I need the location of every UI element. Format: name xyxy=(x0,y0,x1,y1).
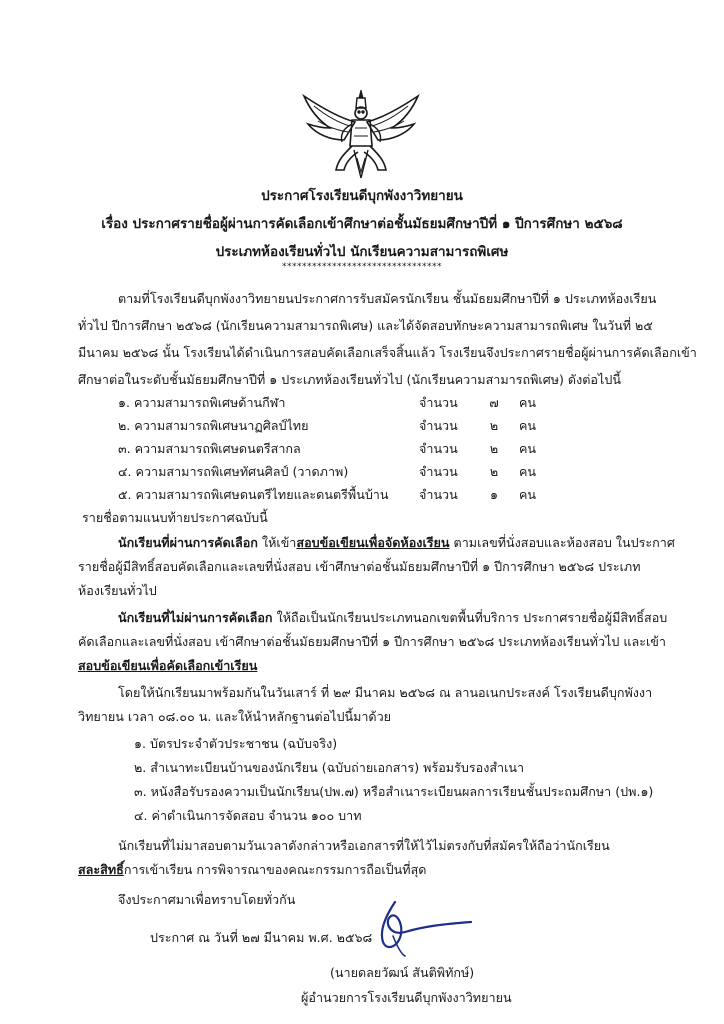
attachment-note: รายชื่อตามแนบท้ายประกาศฉบับนี้ xyxy=(82,510,268,525)
passed-line-2: รายชื่อผู้มีสิทธิ์สอบคัดเลือกและเลขที่นั่งสอบ เข้าศึกษาต่อชั้นมัธยมศึกษาปีที่ ๑ ปีการศึกษา ๒๕๖๘ ประเภท xyxy=(78,559,641,574)
intro-line-4: ศึกษาต่อในระดับชั้นมัธยมศึกษาปีที่ ๑ ประเภทห้องเรียนทั่วไป (นักเรียนความสามารถพิเศษ) ดังต่อไปนี้ xyxy=(78,372,621,387)
passed-line-1 xyxy=(118,532,675,554)
written-exam-label: สอบข้อเขียนเพื่อจัดห้องเรียน xyxy=(296,535,450,550)
header-subject: เรื่อง ประกาศรายชื่อผู้ผ่านการคัดเลือกเข้าศึกษาต่อชั้นมัธยมศึกษาปีที่ ๑ ปีการศึกษา ๒๕๖๘ xyxy=(101,216,623,232)
count-label: จำนวน xyxy=(419,441,458,456)
signer-position: ผู้อำนวยการโรงเรียนดีบุกพังงาวิทยายน xyxy=(301,990,512,1005)
forfeit-label: สละสิทธิ์ xyxy=(78,862,124,877)
passed-text-rest: ตามเลขที่นั่งสอบและห้องสอบ ในประกาศ xyxy=(449,535,675,550)
count-unit: คน xyxy=(519,441,537,456)
signer-name: (นายดลยวัฒน์ สันติพิทักษ์) xyxy=(330,965,475,980)
count-value: ๑ xyxy=(490,487,498,502)
category-label: ๔. ความสามารถพิเศษทัศนศิลป์ (วาดภาพ) xyxy=(118,464,349,479)
requirement-item: ๓. หนังสือรับรองความเป็นนักเรียน(ปพ.๗) หรือสำเนาระเบียนผลการเรียนชั้นประถมศึกษา (ปพ.๑) xyxy=(134,784,654,799)
count-unit: คน xyxy=(519,418,537,433)
category-label: ๑. ความสามารถพิเศษด้านกีฬา xyxy=(118,395,286,410)
not-passed-line-1 xyxy=(118,607,667,629)
category-label: ๒. ความสามารถพิเศษนาฏศิลป์ไทย xyxy=(118,418,309,433)
requirement-item: ๒. สำเนาทะเบียนบ้านของนักเรียน (ฉบับถ่ายเอกสาร) พร้อมรับรองสำเนา xyxy=(134,760,525,775)
warning-line-1: นักเรียนที่ไม่มาสอบตามวันเวลาดังกล่าวหรือเอกสารที่ให้ไว้ไม่ตรงกับที่สมัครให้ถือว่านักเรียน xyxy=(118,838,610,853)
passed-text: ให้เข้า xyxy=(257,535,297,550)
not-passed-line-2: คัดเลือกและเลขที่นั่งสอบ เข้าศึกษาต่อชั้นมัธยมศึกษาปีที่ ๑ ปีการศึกษา ๒๕๖๘ ประเภทห้องเรียนทั่วไป และเข้า xyxy=(78,634,666,649)
intro-line-1: ตามที่โรงเรียนดีบุกพังงาวิทยายนประกาศการรับสมัครนักเรียน ชั้นมัธยมศึกษาปีที่ ๑ ประเภทห้องเรียน xyxy=(118,291,657,306)
warning-text: การเข้าเรียน การพิจารณาของคณะกรรมการถือเป็นที่สุด xyxy=(123,862,427,877)
header-divider: ******************************** xyxy=(282,262,442,272)
closing-line: จึงประกาศมาเพื่อทราบโดยทั่วกัน xyxy=(118,892,296,907)
header-line-1: ประกาศโรงเรียนดีบุกพังงาวิทยายน xyxy=(261,188,463,204)
count-unit: คน xyxy=(519,464,537,479)
count-value: ๒ xyxy=(489,418,499,433)
not-passed-text: ให้ถือเป็นนักเรียนประเภทนอกเขตพื้นที่บริการ ประกาศรายชื่อผู้มีสิทธิ์สอบ xyxy=(272,610,668,625)
count-value: ๗ xyxy=(489,395,499,410)
passed-line-3: ห้องเรียนทั่วไป xyxy=(78,583,157,598)
count-unit: คน xyxy=(519,395,537,410)
announcement-date: ประกาศ ณ วันที่ ๒๗ มีนาคม พ.ศ. ๒๕๖๘ xyxy=(150,930,373,945)
count-label: จำนวน xyxy=(419,487,458,502)
category-label: ๓. ความสามารถพิเศษดนตรีสากล xyxy=(118,441,301,456)
passed-heading: นักเรียนที่ผ่านการคัดเลือก xyxy=(118,535,258,550)
requirement-item: ๑. บัตรประจำตัวประชาชน (ฉบับจริง) xyxy=(134,736,338,751)
intro-line-3: มีนาคม ๒๕๖๘ นั้น โรงเรียนได้ดำเนินการสอบคัดเลือกเสร็จสิ้นแล้ว โรงเรียนจึงประกาศรายชื่อผู้ผ่านการคัดเลือกเข้า xyxy=(78,345,697,360)
garuda-emblem-icon xyxy=(300,88,422,180)
count-unit: คน xyxy=(519,487,537,502)
not-passed-line-3: สอบข้อเขียนเพื่อคัดเลือกเข้าเรียน xyxy=(78,658,258,673)
count-label: จำนวน xyxy=(419,395,458,410)
count-value: ๒ xyxy=(489,464,499,479)
warning-line-2 xyxy=(78,859,426,881)
meeting-line-1: โดยให้นักเรียนมาพร้อมกันในวันเสาร์ ที่ ๒๙ มีนาคม ๒๕๖๘ ณ ลานอเนกประสงค์ โรงเรียนดีบุกพังงา xyxy=(118,685,653,700)
requirement-item: ๔. ค่าดำเนินการจัดสอบ จำนวน ๑๐๐ บาท xyxy=(134,808,362,823)
count-label: จำนวน xyxy=(419,418,458,433)
handwritten-signature-icon xyxy=(365,896,475,958)
meeting-line-2: วิทยายน เวลา ๐๘.๐๐ น. และให้นำหลักฐานต่อไปนี้มาด้วย xyxy=(78,709,392,724)
category-label: ๕. ความสามารถพิเศษดนตรีไทยและดนตรีพื้นบ้าน xyxy=(118,487,389,502)
count-value: ๒ xyxy=(489,441,499,456)
not-passed-heading: นักเรียนที่ไม่ผ่านการคัดเลือก xyxy=(118,610,273,625)
intro-line-2: ทั่วไป ปีการศึกษา ๒๕๖๘ (นักเรียนความสามารถพิเศษ) และได้จัดสอบทักษะความสามารถพิเศษ ในวันที่ ๒๕ xyxy=(78,318,653,333)
header-category: ประเภทห้องเรียนทั่วไป นักเรียนความสามารถพิเศษ xyxy=(215,244,509,260)
count-label: จำนวน xyxy=(419,464,458,479)
